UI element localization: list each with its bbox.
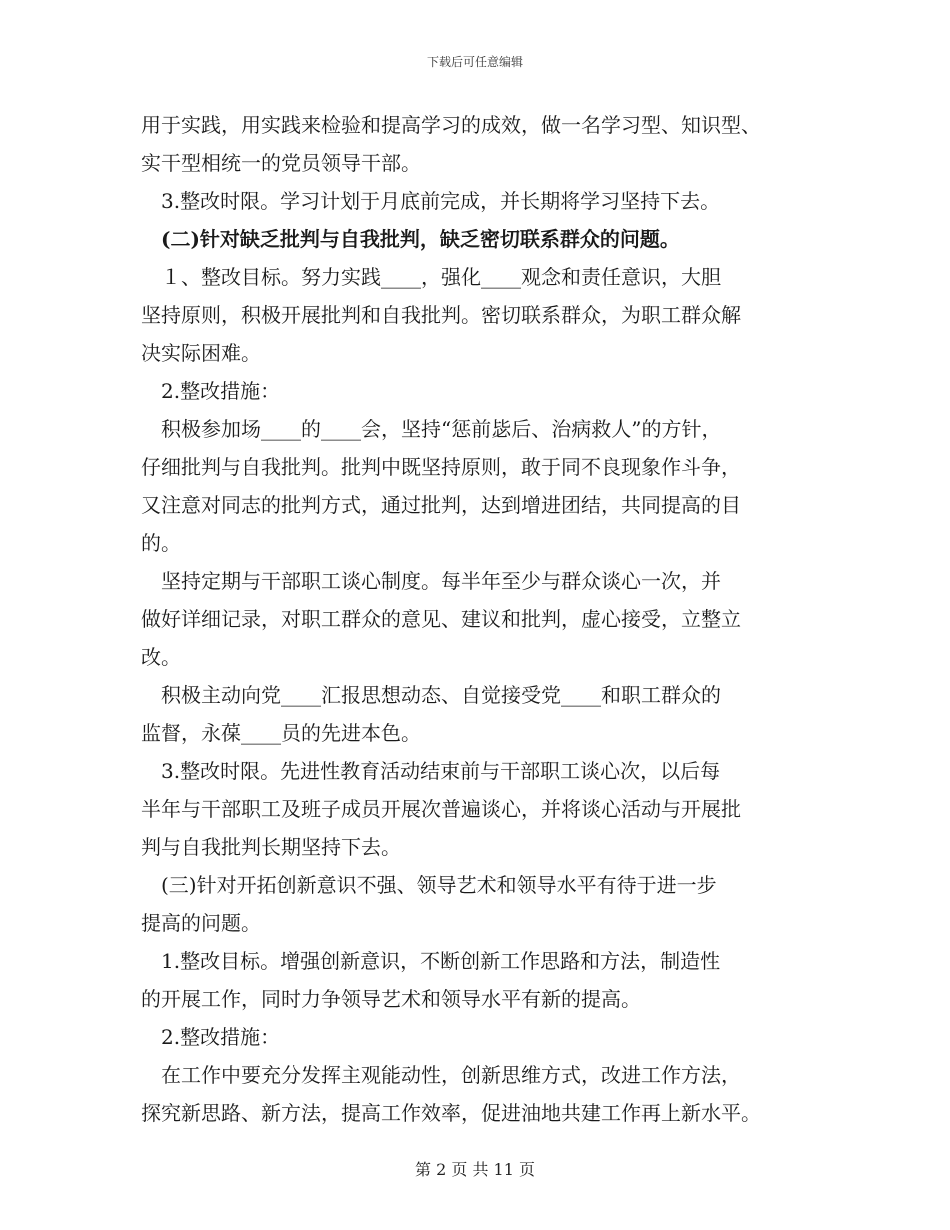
text-line: 决实际困难。 <box>141 341 261 365</box>
paragraph <box>141 1018 811 1056</box>
text-line: 在工作中要充分发挥主观能动性，创新思维方式，改进工作方法， <box>141 1063 741 1087</box>
paragraph <box>141 1056 811 1132</box>
paragraph <box>141 752 811 866</box>
text-line: (二)针对缺乏批判与自我批判，缺乏密切联系群众的问题。 <box>141 227 680 251</box>
text-line: (三)针对开拓创新意识不强、领导艺术和领导水平有待于进一步 <box>141 873 717 897</box>
page-footer: 第 2 页 共 11 页 <box>415 1160 535 1179</box>
paragraph <box>141 182 811 220</box>
text-line: 判与自我批判长期坚持下去。 <box>141 835 401 859</box>
page-header: 下载后可任意编辑 <box>426 55 523 69</box>
paragraph <box>141 866 811 942</box>
text-line: 提高的问题。 <box>141 911 261 935</box>
text-line: 仔细批判与自我批判。批判中既坚持原则，敢于同不良现象作斗争， <box>141 455 741 479</box>
text-line: 积极主动向党____汇报思想动态、自觉接受党____和职工群众的 <box>141 683 721 707</box>
text-line: 又注意对同志的批判方式，通过批判，达到增进团结，共同提高的目 <box>141 493 741 517</box>
text-line: 做好详细记录，对职工群众的意见、建议和批判，虚心接受，立整立 <box>141 607 741 631</box>
paragraph <box>141 258 811 372</box>
text-line: 3.整改时限。学习计划于月底前完成，并长期将学习坚持下去。 <box>141 189 721 213</box>
text-line: 积极参加场____的____会，坚持“惩前毖后、治病救人”的方针， <box>141 417 722 441</box>
paragraph <box>141 106 811 182</box>
text-line: 3.整改时限。先进性教育活动结束前与干部职工谈心次，以后每 <box>141 759 721 783</box>
paragraph <box>141 372 811 410</box>
text-line: 的。 <box>141 531 181 555</box>
text-line: 监督，永葆____员的先进本色。 <box>141 721 421 745</box>
text-line: 2.整改措施： <box>141 1025 281 1049</box>
text-line: １、整改目标。努力实践____，强化____观念和责任意识，大胆 <box>141 265 721 289</box>
text-line: 半年与干部职工及班子成员开展次普遍谈心，并将谈心活动与开展批 <box>141 797 741 821</box>
text-line: 用于实践，用实践来检验和提高学习的成效，做一名学习型、知识型、 <box>141 113 761 137</box>
text-line: 探究新思路、新方法，提高工作效率，促进油地共建工作再上新水平。 <box>141 1101 761 1125</box>
text-line: 改。 <box>141 645 181 669</box>
paragraph <box>141 942 811 1018</box>
text-line: 坚持原则，积极开展批判和自我批判。密切联系群众，为职工群众解 <box>141 303 741 327</box>
text-line: 1.整改目标。增强创新意识，不断创新工作思路和方法，制造性 <box>141 949 721 973</box>
text-line: 的开展工作，同时力争领导艺术和领导水平有新的提高。 <box>141 987 641 1011</box>
text-line: 2.整改措施： <box>141 379 281 403</box>
text-line: 实干型相统一的党员领导干部。 <box>141 151 421 175</box>
paragraph <box>141 410 811 562</box>
document-body <box>141 106 811 1132</box>
text-line: 坚持定期与干部职工谈心制度。每半年至少与群众谈心一次，并 <box>141 569 721 593</box>
paragraph <box>141 220 811 258</box>
paragraph <box>141 562 811 676</box>
paragraph <box>141 676 811 752</box>
